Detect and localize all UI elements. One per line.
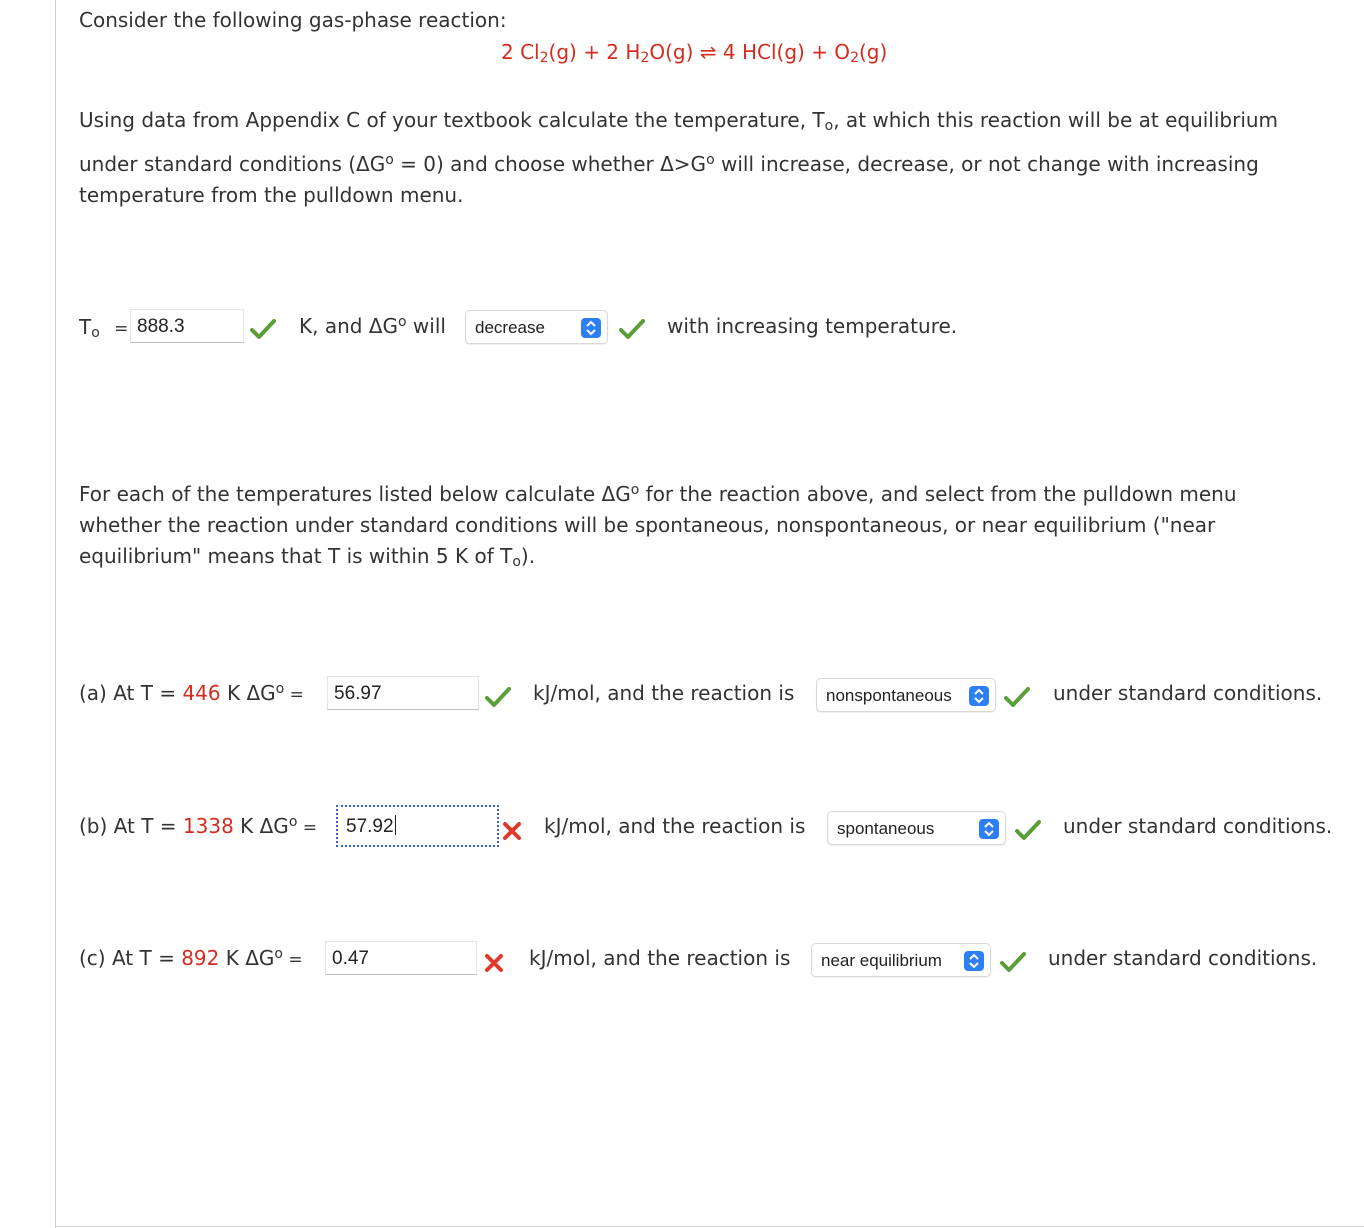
to-label: $T_o$ =	[79, 315, 129, 341]
updown-arrow-icon	[581, 318, 601, 338]
row-c-label: (c) At T = 892 K $\Delta G^o$ =	[79, 946, 303, 970]
incorrect-x-icon	[483, 952, 505, 974]
row-c-dg-input[interactable]: 0.47	[325, 941, 477, 975]
intro-text: Consider the following gas-phase reaction:	[79, 8, 507, 32]
correct-check-icon	[1015, 819, 1041, 841]
to-suffix: with increasing temperature.	[667, 314, 958, 338]
row-a-label: (a) At T = 446 K $\Delta G^o$ =	[79, 681, 304, 705]
bottom-border	[55, 1226, 1364, 1227]
row-a-spontaneity-select[interactable]	[816, 678, 996, 712]
incorrect-x-icon	[501, 820, 523, 842]
reaction-equation: 2 $Cl_2(g) + 2$ $H_2O(g)$ ⇌ 4 $HCl(g) + O_2(g)$	[501, 40, 888, 66]
row-b-unit: kJ/mol, and the reaction is	[544, 814, 806, 838]
select-value: spontaneous	[837, 819, 935, 838]
row-b-dg-input[interactable]: 57.92	[340, 809, 495, 843]
instructions2-line-2: whether the reaction under standard conditions will be spontaneous, nonspontaneous, or near equilibrium ("near	[79, 513, 1216, 537]
select-value: nonspontaneous	[826, 686, 952, 705]
row-c-unit: kJ/mol, and the reaction is	[529, 946, 791, 970]
row-a-unit: kJ/mol, and the reaction is	[533, 681, 795, 705]
correct-check-icon	[619, 318, 645, 340]
correct-check-icon	[250, 318, 276, 340]
row-b-spontaneity-select[interactable]	[827, 811, 1006, 845]
select-value: decrease	[475, 318, 545, 337]
to-k-text: K, and $\Delta G^o$ will	[299, 314, 446, 338]
instructions2-line-1: For each of the temperatures listed below calculate $\Delta G^o$ for the reaction above, and select from the pulldown menu	[79, 482, 1237, 506]
updown-arrow-icon	[979, 819, 999, 839]
to-input[interactable]: 888.3	[130, 309, 244, 343]
row-c-spontaneity-select[interactable]	[811, 943, 991, 977]
instructions2-line-3: equilibrium" means that T is within 5 K of $T_o$).	[79, 544, 536, 570]
row-b-label: (b) At T = 1338 K $\Delta G^o$ =	[79, 814, 318, 838]
instructions-line-1: Using data from Appendix C of your textbook calculate the temperature, $T_o$, at which this reaction will be at equilibrium	[79, 108, 1279, 134]
row-c-suffix: under standard conditions.	[1048, 946, 1318, 970]
row-a-suffix: under standard conditions.	[1053, 681, 1323, 705]
row-b-suffix: under standard conditions.	[1063, 814, 1333, 838]
correct-check-icon	[1004, 686, 1030, 708]
instructions-line-3: temperature from the pulldown menu.	[79, 183, 464, 207]
correct-check-icon	[485, 686, 511, 708]
row-a-dg-input[interactable]: 56.97	[327, 676, 479, 710]
updown-arrow-icon	[969, 686, 989, 706]
left-border	[55, 0, 56, 1228]
equilibrium-arrow: ⇌	[699, 40, 717, 64]
dg-trend-select[interactable]	[465, 310, 608, 344]
text-caret	[395, 815, 396, 835]
correct-check-icon	[1000, 951, 1026, 973]
instructions-line-2: under standard conditions $(\Delta G^o = 0)$ and choose whether $\Delta>G^o$ will increase, decrease, or not change with increasing	[79, 152, 1259, 176]
updown-arrow-icon	[964, 951, 984, 971]
select-value: near equilibrium	[821, 951, 942, 970]
